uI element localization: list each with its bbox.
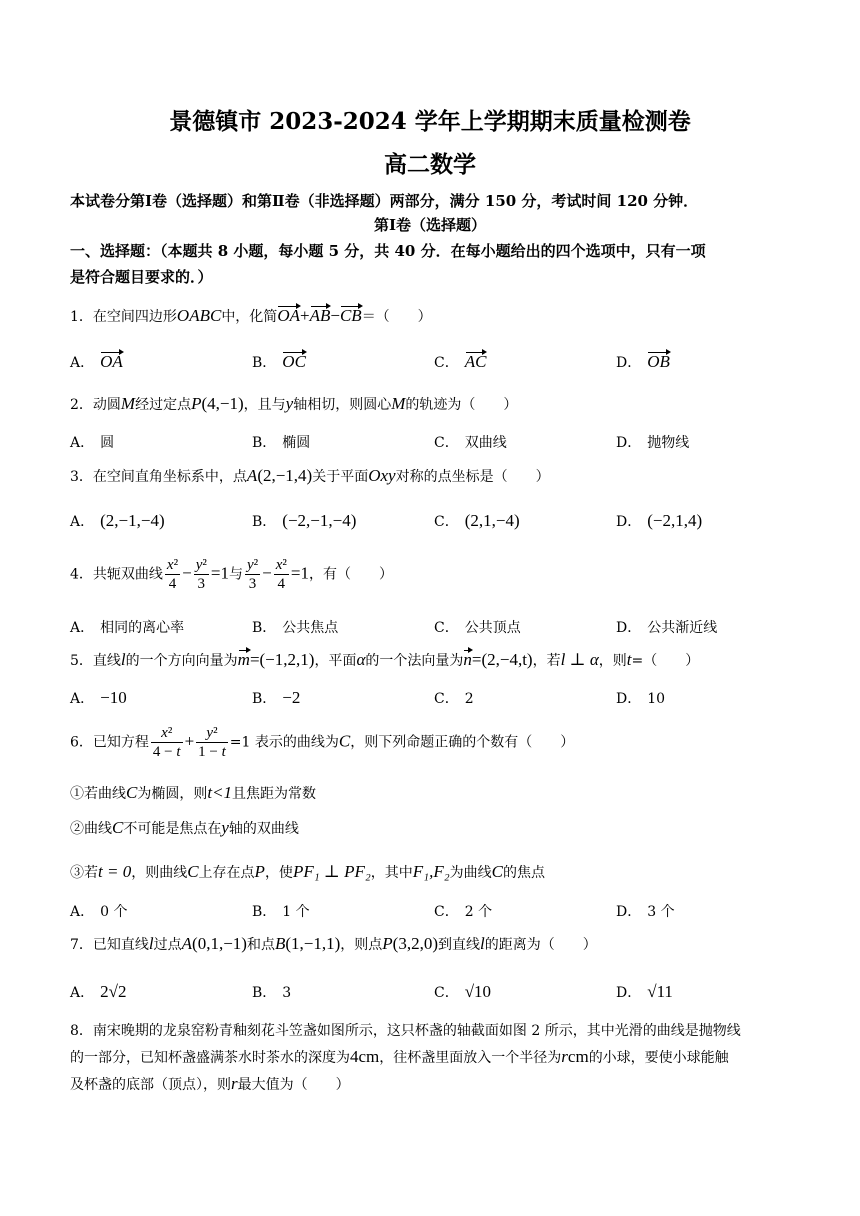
part-one-heading: 第Ⅰ卷（选择题） [373,216,487,234]
question-5: 5．直线l的一个方向向量为m=(−1,2,1)，平面α的一个法向量为n=(2,−4,t)，若l ⊥ α，则t=（ ） [70,650,700,669]
question-6-statement-2: ②曲线C不可能是焦点在y轴的双曲线 [70,818,299,837]
q5-option-d[interactable]: D． 10 [616,691,666,707]
q4-option-b[interactable]: B． 公共焦点 [252,620,339,636]
question-4: 4．共轭双曲线 $\frac{\text{x²}}{4}$ − $\frac{\text{y²}}{3}$ =1与 $\frac{\text{y²}}{3}$ − $\frac{\text{x²}}{4}$ =1，有（ ） [70,557,393,592]
question-8-line-2: 的一部分，已知杯盏盛满茶水时茶水的深度为4cm，往杯盏里面放入一个半径为rcm的小球，要使小球能触 [70,1047,729,1066]
question-2-options [70,432,795,456]
q3-option-d[interactable]: D． (−2,1,4) [616,511,703,530]
q7-option-b[interactable]: B． 3 [252,985,292,1001]
question-8-line-1: 8．南宋晚期的龙泉窑粉青釉刻花斗笠盏如图所示，这只杯盏的轴截面如图 2 所示，其中光滑的曲线是抛物线 [70,1023,741,1039]
question-5-options [70,688,795,712]
q1-option-c[interactable]: C． AC [434,352,487,371]
q5-option-a[interactable]: A． −10 [70,688,127,707]
q5-option-c[interactable]: C． 2 [434,691,474,707]
question-6-options [70,901,795,925]
q4-option-d[interactable]: D． 公共渐近线 [616,620,718,636]
q1-option-d[interactable]: D． OB [616,352,670,371]
q4-option-a[interactable]: A． 相同的离心率 [70,620,185,636]
q3-option-b[interactable]: B． (−2,−1,−4) [252,511,357,530]
question-3-options [70,511,795,535]
q5-option-b[interactable]: B． −2 [252,688,301,707]
question-8-line-3: 及杯盏的底部（顶点），则r最大值为（ ） [70,1074,350,1093]
subject-title: 高二数学 [384,151,476,178]
q1-option-a[interactable]: A． OA [70,352,123,371]
section-one-line-1: 一、选择题：（本题共 8 小题，每小题 5 分，共 40 分．在每小题给出的四个选项中，只有一项 [70,242,706,260]
question-7-options [70,982,795,1006]
q2-option-a[interactable]: A． 圆 [70,435,115,451]
q3-option-c[interactable]: C． (2,1,−4) [434,511,520,530]
q1-option-b[interactable]: B． OC [252,352,306,371]
question-1-options [70,352,795,376]
question-6-statement-1: ①若曲线C为椭圆，则t<1且焦距为常数 [70,783,317,802]
q2-option-d[interactable]: D． 抛物线 [616,435,690,451]
question-1: 1．在空间四边形OABC中，化简OA+AB−CB＝（ ） [70,306,432,325]
exam-intro: 本试卷分第Ⅰ卷（选择题）和第Ⅱ卷（非选择题）两部分，满分 150 分，考试时间 120 分钟． [70,192,699,210]
question-6-statement-3: ③若t = 0，则曲线C上存在点P，使PF₁ ⊥ PF₂，其中F₁,F₂为曲线C的焦点 [70,862,545,881]
q4-option-c[interactable]: C． 公共顶点 [434,620,521,636]
q6-option-c[interactable]: C． 2 个 [434,904,493,920]
question-3: 3．在空间直角坐标系中，点A(2,−1,4)关于平面Oxy对称的点坐标是（ ） [70,466,550,485]
q7-option-c[interactable]: C． √10 [434,982,492,1001]
question-7: 7．已知直线l过点A(0,1,−1)和点B(1,−1,1)，则点P(3,2,0)到直线l的距离为（ ） [70,934,597,953]
q6-option-d[interactable]: D． 3 个 [616,904,675,920]
q7-option-a[interactable]: A． 2√2 [70,982,127,1001]
q3-option-a[interactable]: A． (2,−1,−4) [70,511,165,530]
exam-title: 景德镇市 2023-2024 学年上学期期末质量检测卷 [169,108,691,135]
q7-option-d[interactable]: D． √11 [616,982,673,1001]
question-8 [70,1018,795,1098]
q2-option-c[interactable]: C． 双曲线 [434,435,507,451]
q2-option-b[interactable]: B． 椭圆 [252,435,311,451]
q6-option-b[interactable]: B． 1 个 [252,904,310,920]
section-one-line-2: 是符合题目要求的．） [70,268,213,286]
question-2: 2．动圆M经过定点P(4,−1)，且与y轴相切，则圆心M的轨迹为（ ） [70,394,518,413]
question-6: 6．已知方程 $\frac{\text{x²}}{4 - t}$ + $\frac{\text{y²}}{1 - t}$ =1 表示的曲线为C，则下列命题正确的个数有（ ） [70,725,575,760]
question-4-options [70,617,795,641]
q6-option-a[interactable]: A． 0 个 [70,904,128,920]
